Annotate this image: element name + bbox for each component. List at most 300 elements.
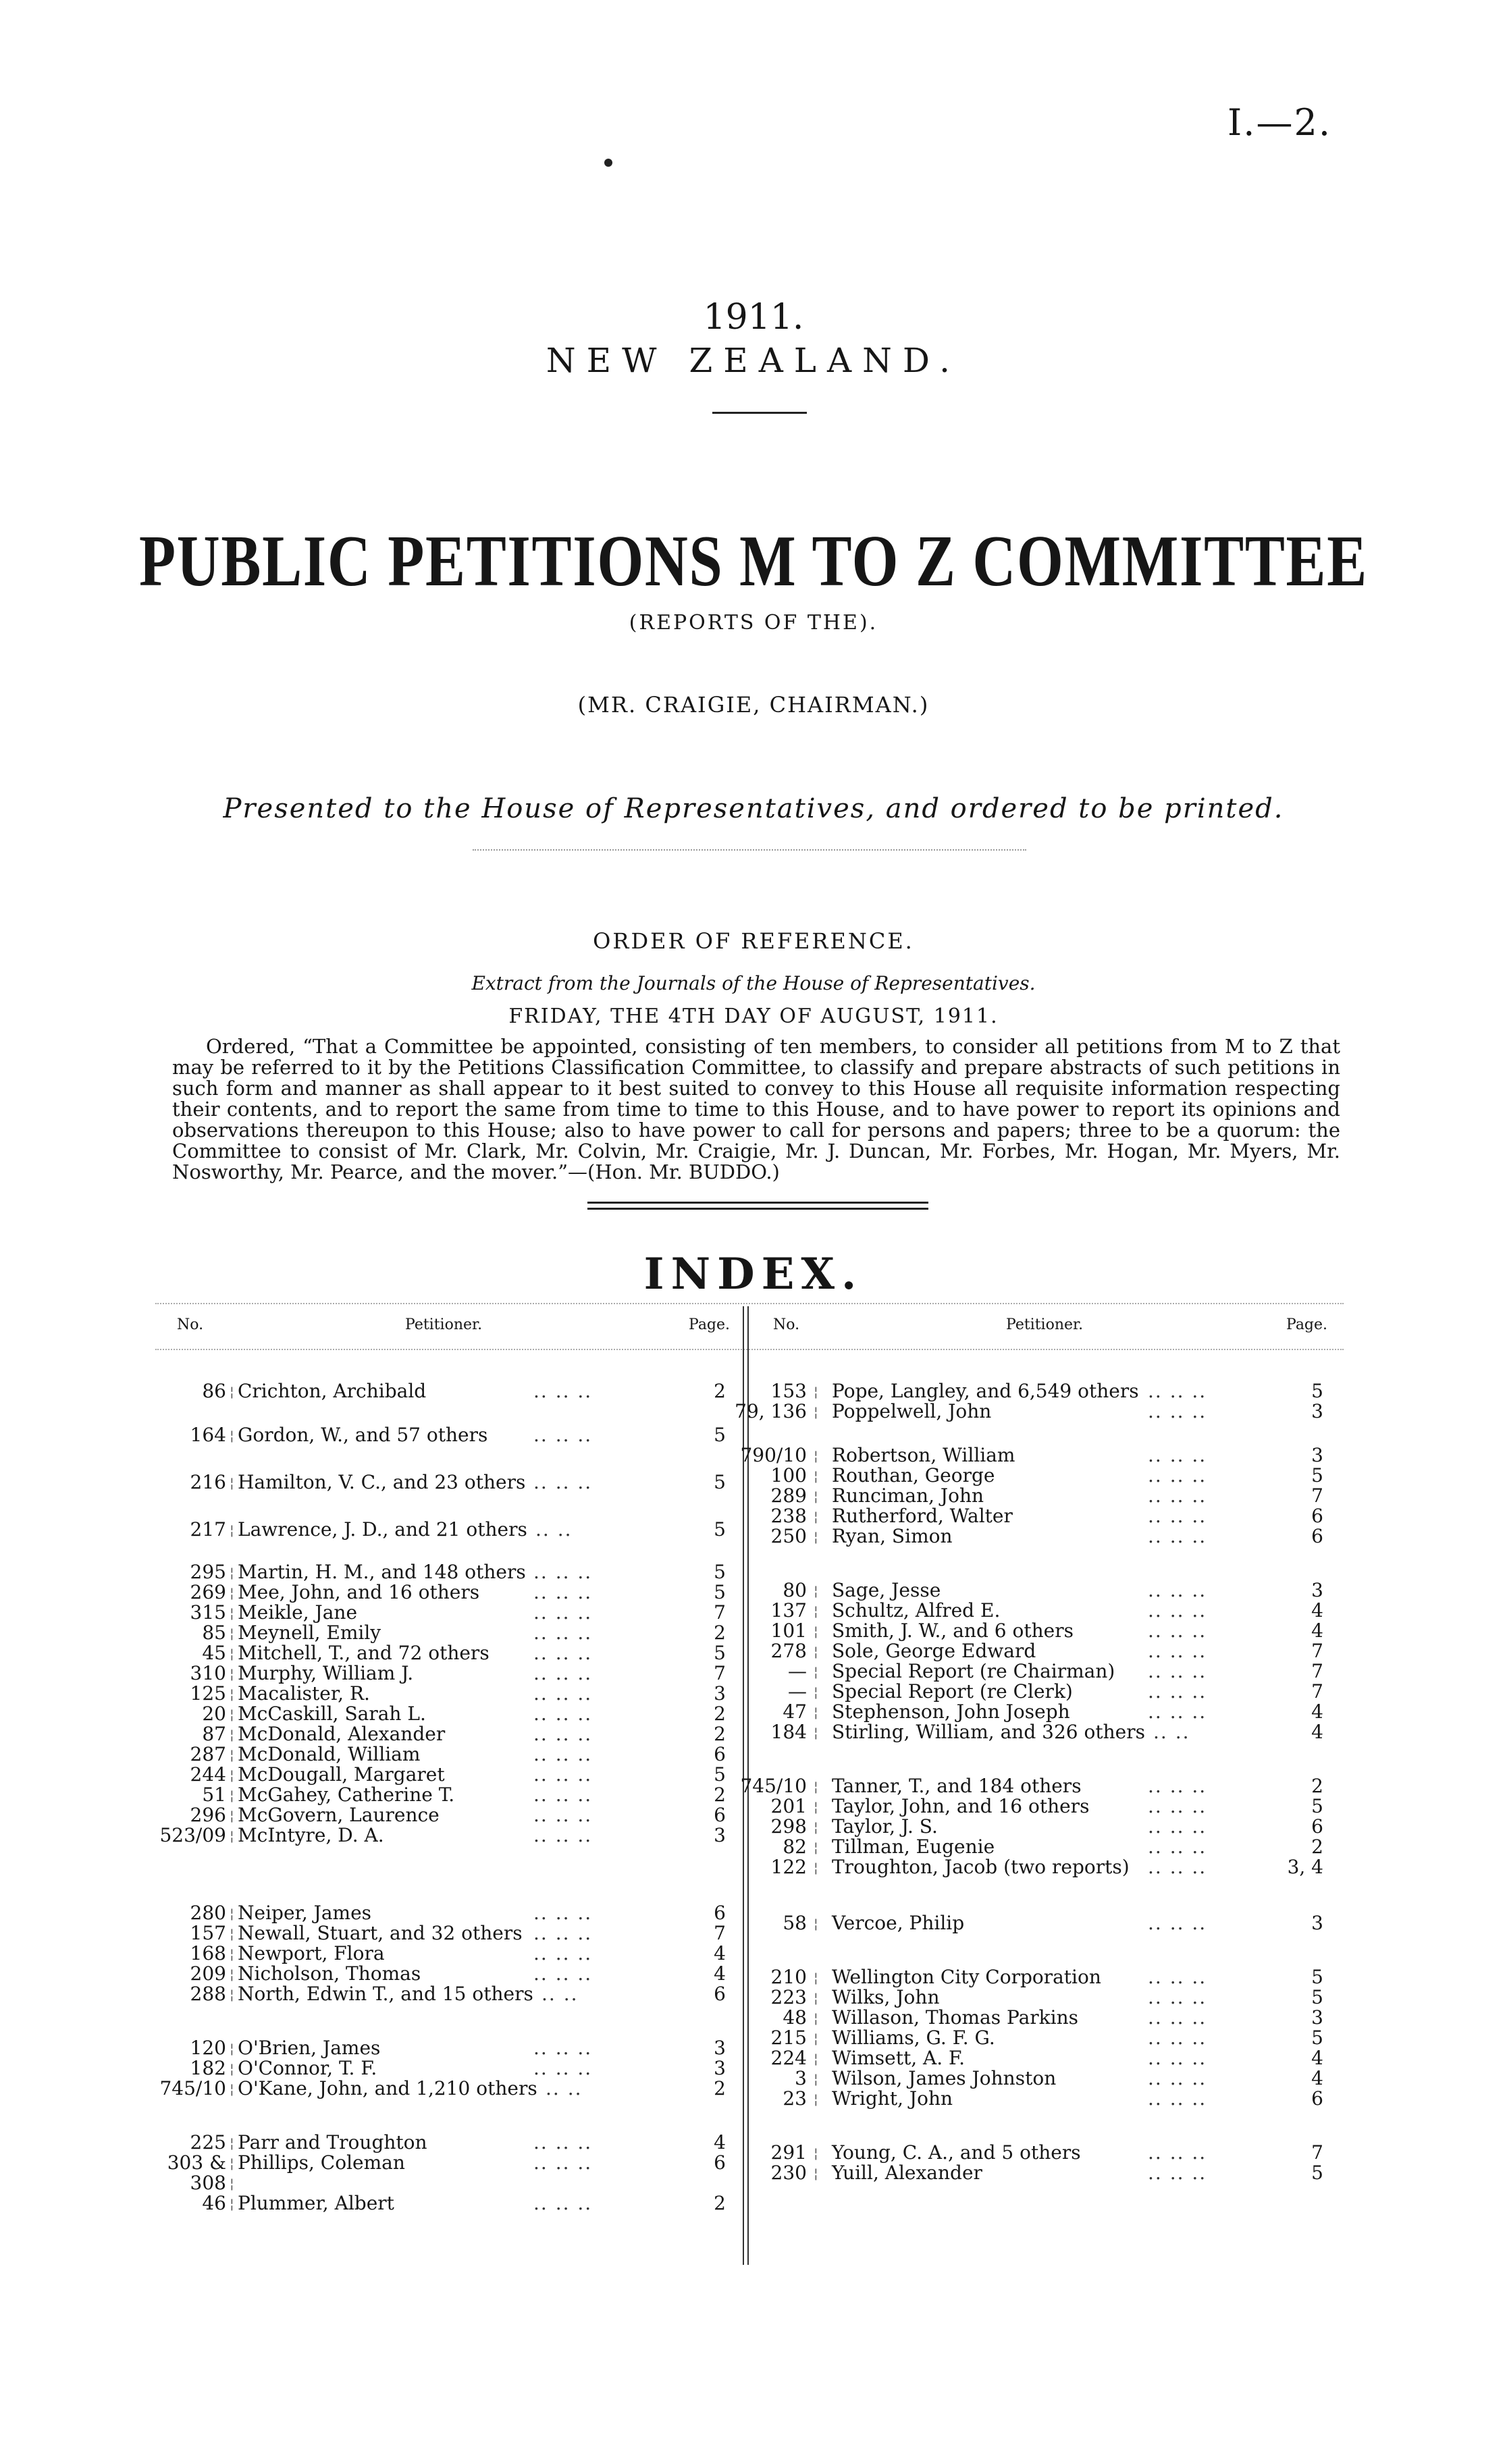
petition-number: 164 <box>190 1424 226 1446</box>
order-text <box>172 1036 1340 1183</box>
column-rule-mark: ¦ <box>230 1625 234 1641</box>
index-row <box>0 1966 1507 1988</box>
column-rule-mark: ¦ <box>814 1508 818 1524</box>
petition-number: 153 <box>770 1380 807 1402</box>
leader-dots: .. .. .. <box>1148 1775 1207 1797</box>
leader-dots: .. .. <box>1153 1721 1190 1743</box>
index-row <box>0 1526 1507 1547</box>
index-row <box>0 1816 1507 1838</box>
petitioner-name: McDonald, William <box>238 1743 421 1765</box>
petitioner-name: McDougall, Margaret <box>238 1763 445 1786</box>
petition-number: 80 <box>783 1579 807 1601</box>
petition-number: 280 <box>190 1902 226 1924</box>
page-number: 2 <box>1311 1775 1323 1797</box>
page-number: 3 <box>714 1824 726 1846</box>
page-number: 3, 4 <box>1287 1856 1323 1878</box>
leader-dots: .. .. .. <box>533 2037 593 2059</box>
page-number: 3 <box>1311 1400 1323 1422</box>
petitioner-name: Macalister, R. <box>238 1682 370 1705</box>
index-row <box>0 1505 1507 1527</box>
petition-number: 315 <box>190 1601 226 1624</box>
leader-dots: .. .. .. <box>533 1922 593 1944</box>
index-row <box>0 1856 1507 1878</box>
petitioner-name: Parr and Troughton <box>238 2131 427 2153</box>
index-row <box>0 2068 1507 2089</box>
title-rule <box>712 412 807 414</box>
column-rule-mark: ¦ <box>814 2070 818 2087</box>
petition-number: 46 <box>202 2192 226 2214</box>
petition-number: 295 <box>190 1561 226 1583</box>
page-number: 5 <box>714 1471 726 1493</box>
index-row <box>0 1661 1507 1682</box>
leader-dots: .. .. .. <box>533 1942 593 1964</box>
leader-dots: .. .. .. <box>533 1380 593 1402</box>
page-number: 5 <box>1311 1986 1323 2008</box>
petitioner-name: Yuill, Alexander <box>832 2162 982 2184</box>
petitioner-name: Mitchell, T., and 72 others <box>238 1642 490 1664</box>
column-rule-mark: ¦ <box>814 1839 818 1855</box>
petitioner-name: Sage, Jesse <box>832 1579 941 1601</box>
petition-number: 87 <box>202 1723 226 1745</box>
leader-dots: .. .. .. <box>1148 1444 1207 1466</box>
petitioner-name: Wilks, John <box>832 1986 940 2008</box>
leader-dots: .. .. .. <box>1148 2162 1207 2184</box>
index-row <box>0 2193 1507 2214</box>
leader-dots: .. .. .. <box>533 1784 593 1806</box>
page-number: 2 <box>714 1723 726 1745</box>
page-number: 5 <box>714 1424 726 1446</box>
petition-number: 47 <box>783 1700 807 1723</box>
petitioner-name: Special Report (re Clerk) <box>832 1680 1073 1703</box>
header-petitioner-right: Petitioner. <box>1006 1316 1084 1333</box>
column-rule-mark: ¦ <box>230 1807 234 1823</box>
column-rule-mark: ¦ <box>230 1726 234 1742</box>
petitioner-name: Tanner, T., and 184 others <box>832 1775 1082 1797</box>
petitioner-name: McGahey, Catherine T. <box>238 1784 455 1806</box>
page-number: 6 <box>1311 2087 1323 2110</box>
index-row <box>0 1912 1507 1934</box>
leader-dots: .. .. .. <box>533 1601 593 1624</box>
index-row <box>0 2007 1507 2029</box>
column-rule-mark: ¦ <box>814 1704 818 1720</box>
column-rule-mark: ¦ <box>230 1746 234 1763</box>
column-rule-mark: ¦ <box>230 1986 234 2002</box>
column-rule-mark: ¦ <box>230 2040 234 2056</box>
petitioner-name: Special Report (re Chairman) <box>832 1660 1115 1682</box>
page-number: 5 <box>1311 2162 1323 2184</box>
petitioner-name: Tillman, Eugenie <box>832 1836 995 1858</box>
page-number: 4 <box>1311 1619 1323 1642</box>
leader-dots: .. .. <box>535 1518 573 1541</box>
petitioner-name: McDonald, Alexander <box>238 1723 446 1745</box>
petition-number: 157 <box>190 1922 226 1944</box>
column-rule-mark: ¦ <box>814 2165 818 2181</box>
index-row <box>0 1744 1507 1765</box>
index-title: INDEX. <box>643 1249 864 1300</box>
column-rule-mark: ¦ <box>230 1827 234 1844</box>
petition-number: 308 <box>190 2172 226 2194</box>
petition-number: 125 <box>190 1682 226 1705</box>
petitioner-name: Nicholson, Thomas <box>238 1962 421 1985</box>
column-rule-mark: ¦ <box>230 1564 234 1580</box>
column-rule-mark: ¦ <box>230 1925 234 1941</box>
leader-dots: .. .. .. <box>533 1642 593 1664</box>
leader-dots: .. .. .. <box>533 1902 593 1924</box>
column-rule-mark: ¦ <box>230 1645 234 1661</box>
index-row <box>0 2047 1507 2069</box>
petition-number: 23 <box>783 2087 807 2110</box>
column-rule-mark: ¦ <box>230 2060 234 2077</box>
column-rule-mark: ¦ <box>814 1403 818 1420</box>
page-number: 5 <box>714 1763 726 1786</box>
index-row <box>0 1381 1507 1402</box>
page-number: 2 <box>714 1784 726 1806</box>
page-number: 6 <box>714 1983 726 2005</box>
petition-number: 278 <box>770 1640 807 1662</box>
column-rule-mark: ¦ <box>230 1584 234 1601</box>
index-row <box>0 1600 1507 1622</box>
page-number: 5 <box>1311 2027 1323 2049</box>
index-row <box>0 1987 1507 2008</box>
column-rule-mark: ¦ <box>814 1582 818 1599</box>
page-number: 4 <box>1311 2047 1323 2069</box>
index-row <box>0 2162 1507 2184</box>
column-rule-mark: ¦ <box>814 1528 818 1545</box>
petition-number: 224 <box>770 2047 807 2069</box>
petitioner-name: Schultz, Alfred E. <box>832 1599 1001 1622</box>
column-rule-mark: ¦ <box>814 1663 818 1680</box>
index-row <box>0 1620 1507 1642</box>
petitioner-name: Routhan, George <box>832 1464 995 1487</box>
petitioner-name: Meikle, Jane <box>238 1601 358 1624</box>
petitioner-name: Vercoe, Philip <box>832 1912 965 1934</box>
page-number: 3 <box>1311 2006 1323 2029</box>
column-rule-mark: ¦ <box>814 1603 818 1619</box>
page-number: 2 <box>714 2077 726 2099</box>
leader-dots: .. .. .. <box>1148 1380 1207 1402</box>
leader-dots: .. .. .. <box>1148 2087 1207 2110</box>
leader-dots: .. .. .. <box>533 1662 593 1684</box>
petition-number: 238 <box>770 1505 807 1527</box>
leader-dots: .. .. .. <box>533 1723 593 1745</box>
page-number: 6 <box>714 1804 726 1826</box>
page-number: 4 <box>1311 1700 1323 1723</box>
leader-dots: .. .. .. <box>533 2131 593 2153</box>
petitioner-name: Willason, Thomas Parkins <box>832 2006 1078 2029</box>
petitioner-name: Newall, Stuart, and 32 others <box>238 1922 523 1944</box>
page-number: 4 <box>1311 1599 1323 1622</box>
page-number: 7 <box>714 1922 726 1944</box>
leader-dots: .. .. .. <box>1148 2027 1207 2049</box>
petition-number: 182 <box>190 2057 226 2079</box>
column-rule-mark: ¦ <box>814 1798 818 1815</box>
petitioner-name: Gordon, W., and 57 others <box>238 1424 488 1446</box>
page-number: 7 <box>1311 1680 1323 1703</box>
petition-number: 303 & <box>167 2151 226 2174</box>
column-rule-mark: ¦ <box>230 2135 234 2151</box>
column-rule-mark: ¦ <box>814 1724 818 1740</box>
leader-dots: .. .. .. <box>1148 1599 1207 1622</box>
petition-number: 287 <box>190 1743 226 1765</box>
leader-dots: .. .. .. <box>1148 1579 1207 1601</box>
column-rule-mark: ¦ <box>814 1915 818 1931</box>
leader-dots: .. .. .. <box>533 1824 593 1846</box>
petition-number: 790/10 <box>740 1444 807 1466</box>
petitioner-name: Ryan, Simon <box>832 1525 953 1547</box>
header-page-left: Page. <box>689 1316 731 1333</box>
leader-dots: .. .. .. <box>533 2192 593 2214</box>
column-rule-mark: ¦ <box>230 1686 234 1702</box>
column-rule-mark: ¦ <box>814 1468 818 1484</box>
index-row <box>0 1401 1507 1422</box>
petitioner-name: Stephenson, John Joseph <box>832 1700 1070 1723</box>
leader-dots: .. .. .. <box>533 1763 593 1786</box>
petitioner-name: O'Brien, James <box>238 2037 381 2059</box>
petition-number: — <box>788 1680 807 1703</box>
petition-number: 216 <box>190 1471 226 1493</box>
index-row <box>0 1721 1507 1743</box>
petitioner-name: Murphy, William J. <box>238 1662 414 1684</box>
leader-dots: .. .. .. <box>1148 1525 1207 1547</box>
petitioner-name: Lawrence, J. D., and 21 others <box>238 1518 527 1541</box>
petitioner-name: Wellington City Corporation <box>832 1966 1101 1988</box>
petitioner-name: Mee, John, and 16 others <box>238 1581 480 1603</box>
index-row <box>0 2088 1507 2110</box>
leader-dots: .. .. .. <box>1148 1640 1207 1662</box>
petition-number: 100 <box>770 1464 807 1487</box>
page-number: 2 <box>714 1703 726 1725</box>
petitioner-name: Neiper, James <box>238 1902 372 1924</box>
leader-dots: .. .. .. <box>1148 1912 1207 1934</box>
column-rule-mark: ¦ <box>230 1905 234 1921</box>
column-rule-mark: ¦ <box>814 1684 818 1700</box>
document-title: PUBLIC PETITIONS M TO Z COMMITTEE <box>139 521 1368 601</box>
petitioner-name: McCaskill, Sarah L. <box>238 1703 426 1725</box>
page-number: 5 <box>714 1581 726 1603</box>
petitioner-name: Crichton, Archibald <box>238 1380 427 1402</box>
petitioner-name: Williams, G. F. G. <box>832 2027 995 2049</box>
petitioner-name: Newport, Flora <box>238 1942 385 1964</box>
column-rule-mark: ¦ <box>230 1946 234 1962</box>
petitioner-name: O'Connor, T. F. <box>238 2057 377 2079</box>
page-number: 3 <box>1311 1579 1323 1601</box>
column-rule-mark: ¦ <box>230 1966 234 1982</box>
leader-dots: .. .. .. <box>533 1471 593 1493</box>
petitioner-name: Taylor, J. S. <box>832 1815 938 1838</box>
petition-number: 82 <box>783 1836 807 1858</box>
column-rule-mark: ¦ <box>814 1447 818 1464</box>
leader-dots: .. .. .. <box>533 1622 593 1644</box>
page-number: 2 <box>714 1380 726 1402</box>
page-number: 7 <box>1311 1660 1323 1682</box>
header-petitioner-left: Petitioner. <box>405 1316 483 1333</box>
page-reference: I.—2. <box>1227 101 1331 144</box>
petition-number: 215 <box>770 2027 807 2049</box>
petitioner-name: Wright, John <box>832 2087 953 2110</box>
header-no-left: No. <box>177 1316 204 1333</box>
column-rule-mark: ¦ <box>230 2155 234 2171</box>
leader-dots: .. .. .. <box>533 1743 593 1765</box>
petitioner-name: McGovern, Laurence <box>238 1804 440 1826</box>
order-title: ORDER OF REFERENCE. <box>593 928 914 954</box>
page-number: 5 <box>714 1642 726 1664</box>
petition-number: 201 <box>770 1795 807 1817</box>
presented-line: Presented to the House of Representatives, and ordered to be printed. <box>223 793 1284 824</box>
page-number: 3 <box>714 2037 726 2059</box>
column-rule-mark: ¦ <box>230 1474 234 1491</box>
column-rule-mark: ¦ <box>230 1605 234 1621</box>
petition-number: 288 <box>190 1983 226 2005</box>
petition-number: 20 <box>202 1703 226 1725</box>
page-number: 7 <box>1311 1484 1323 1507</box>
leader-dots: .. .. .. <box>533 1581 593 1603</box>
index-row <box>0 1701 1507 1723</box>
petition-number: 269 <box>190 1581 226 1603</box>
leader-dots: .. .. .. <box>1148 2047 1207 2069</box>
petition-number: 3 <box>795 2067 807 2089</box>
column-rule-mark: ¦ <box>814 2030 818 2046</box>
column-rule-mark: ¦ <box>814 1383 818 1399</box>
leader-dots: .. .. .. <box>533 2057 593 2079</box>
petition-number: 296 <box>190 1804 226 1826</box>
column-rule-mark: ¦ <box>814 1488 818 1504</box>
leader-dots: .. .. .. <box>533 1424 593 1446</box>
double-rule <box>587 1202 928 1210</box>
petition-number: 310 <box>190 1662 226 1684</box>
petitioner-name: Wimsett, A. F. <box>832 2047 966 2069</box>
leader-dots: .. .. .. <box>1148 2141 1207 2164</box>
leader-dots: .. .. .. <box>1148 1400 1207 1422</box>
leader-dots: .. .. .. <box>1148 1795 1207 1817</box>
country: NEW ZEALAND. <box>546 341 961 380</box>
leader-dots: .. .. .. <box>1148 1856 1207 1878</box>
petition-number: 122 <box>770 1856 807 1878</box>
petition-number: 244 <box>190 1763 226 1786</box>
leader-dots: .. .. .. <box>533 1561 593 1583</box>
page-number: 6 <box>714 1902 726 1924</box>
column-rule-mark: ¦ <box>814 1623 818 1639</box>
petition-number: 45 <box>202 1642 226 1664</box>
page-number: 3 <box>1311 1912 1323 1934</box>
column-rule-mark: ¦ <box>230 2195 234 2212</box>
index-row <box>0 2027 1507 2049</box>
column-rule-mark: ¦ <box>230 1427 234 1443</box>
page-number: 3 <box>714 2057 726 2079</box>
petition-number: 223 <box>770 1986 807 2008</box>
petition-number: 209 <box>190 1962 226 1985</box>
column-rule-mark: ¦ <box>814 2010 818 2026</box>
petitioner-name: Rutherford, Walter <box>832 1505 1013 1527</box>
index-row <box>0 1681 1507 1703</box>
petitioner-name: Pope, Langley, and 6,549 others <box>832 1380 1139 1402</box>
petitioner-name: Smith, J. W., and 6 others <box>832 1619 1074 1642</box>
column-rule-mark: ¦ <box>814 1989 818 2006</box>
petitioner-name: Phillips, Coleman <box>238 2151 405 2174</box>
petitioner-name: Taylor, John, and 16 others <box>832 1795 1090 1817</box>
page-number: 3 <box>1311 1444 1323 1466</box>
petitioner-name: Plummer, Albert <box>238 2192 394 2214</box>
page-number: 5 <box>1311 1464 1323 1487</box>
page-number: 7 <box>1311 2141 1323 2164</box>
index-row <box>0 1836 1507 1858</box>
order-date: FRIDAY, THE 4TH DAY OF AUGUST, 1911. <box>508 1005 999 1028</box>
column-rule-mark: ¦ <box>814 1643 818 1659</box>
petition-number: 168 <box>190 1942 226 1964</box>
leader-dots: .. .. .. <box>1148 1660 1207 1682</box>
petition-number: 79, 136 <box>735 1400 807 1422</box>
header-rule <box>155 1349 1344 1350</box>
petition-number: 230 <box>770 2162 807 2184</box>
index-row <box>0 1465 1507 1487</box>
leader-dots: .. .. .. <box>533 2151 593 2174</box>
petition-number: 289 <box>770 1484 807 1507</box>
index-row <box>0 1485 1507 1507</box>
leader-dots: .. .. .. <box>1148 1836 1207 1858</box>
petitioner-name: O'Kane, John, and 1,210 others <box>238 2077 537 2099</box>
chairman-line: (MR. CRAIGIE, CHAIRMAN.) <box>577 692 930 718</box>
page-number: 7 <box>714 1662 726 1684</box>
petitioner-name: Meynell, Emily <box>238 1622 381 1644</box>
order-extract: Extract from the Journals of the House of Representatives. <box>471 972 1036 994</box>
petition-number: 250 <box>770 1525 807 1547</box>
petition-number: — <box>788 1660 807 1682</box>
column-rule-mark: ¦ <box>230 1706 234 1722</box>
document-subtitle: (REPORTS OF THE). <box>629 611 878 635</box>
index-row <box>0 1424 1507 1446</box>
page-number: 6 <box>1311 1815 1323 1838</box>
column-rule-mark: ¦ <box>230 1787 234 1803</box>
index-row <box>0 1943 1507 1964</box>
page-number: 6 <box>714 1743 726 1765</box>
leader-dots: .. .. .. <box>533 1682 593 1705</box>
petitioner-name: Poppelwell, John <box>832 1400 992 1422</box>
petition-number: 210 <box>770 1966 807 1988</box>
page-number: 4 <box>714 1942 726 1964</box>
page-number: 5 <box>714 1561 726 1583</box>
index-row <box>0 1580 1507 1601</box>
petitioner-name: Runciman, John <box>832 1484 984 1507</box>
petition-number: 120 <box>190 2037 226 2059</box>
page-number: 6 <box>714 2151 726 2174</box>
page-number: 5 <box>1311 1795 1323 1817</box>
petition-number: 86 <box>202 1380 226 1402</box>
leader-dots: .. .. .. <box>1148 1619 1207 1642</box>
column-rule-mark: ¦ <box>814 1969 818 1985</box>
page-number: 2 <box>714 1622 726 1644</box>
order-paragraph: Ordered, “That a Committee be appointed, consisting of ten members, to consider all petitions from M to Z that may be referred to it by the Petitions Classification Committee, to classify and prepare abstracts of such petitions in such form and manner as shall appear to it best suited to convey to this House all requisite information respecting their contents, and to report the same from time to time to this House, and to have power to report its opinions and observations thereupon to this House; also to have power to call for persons and papers; three to be a quorum: the Committee to consist of Mr. Clark, Mr. Colvin, Mr. Craigie, Mr. J. Duncan, Mr. Forbes, Mr. Hogan, Mr. Myers, Mr. Nosworthy, Mr. Pearce, and the mover.”—(Hon. Mr. BUDDO.) <box>172 1035 1340 1183</box>
petitioner-name: Troughton, Jacob (two reports) <box>832 1856 1130 1878</box>
page-number: 6 <box>1311 1505 1323 1527</box>
leader-dots: .. .. .. <box>533 1804 593 1826</box>
column-rule-mark: ¦ <box>230 1383 234 1399</box>
page-number: 5 <box>1311 1966 1323 1988</box>
petition-number: 745/10 <box>159 2077 226 2099</box>
petitioner-name: Young, C. A., and 5 others <box>832 2141 1081 2164</box>
page-number: 4 <box>1311 1721 1323 1743</box>
column-rule-mark: ¦ <box>230 2081 234 2097</box>
petition-number: 184 <box>770 1721 807 1743</box>
column-rule-mark: ¦ <box>230 2175 234 2191</box>
page-number: 3 <box>714 1682 726 1705</box>
leader-dots: .. .. .. <box>533 1703 593 1725</box>
page-number: 7 <box>714 1601 726 1624</box>
leader-dots: .. .. .. <box>1148 1680 1207 1703</box>
petition-number: 101 <box>770 1619 807 1642</box>
column-rule-mark: ¦ <box>814 1819 818 1835</box>
petition-number: 217 <box>190 1518 226 1541</box>
page-number: 4 <box>714 1962 726 1985</box>
petition-number: 137 <box>770 1599 807 1622</box>
